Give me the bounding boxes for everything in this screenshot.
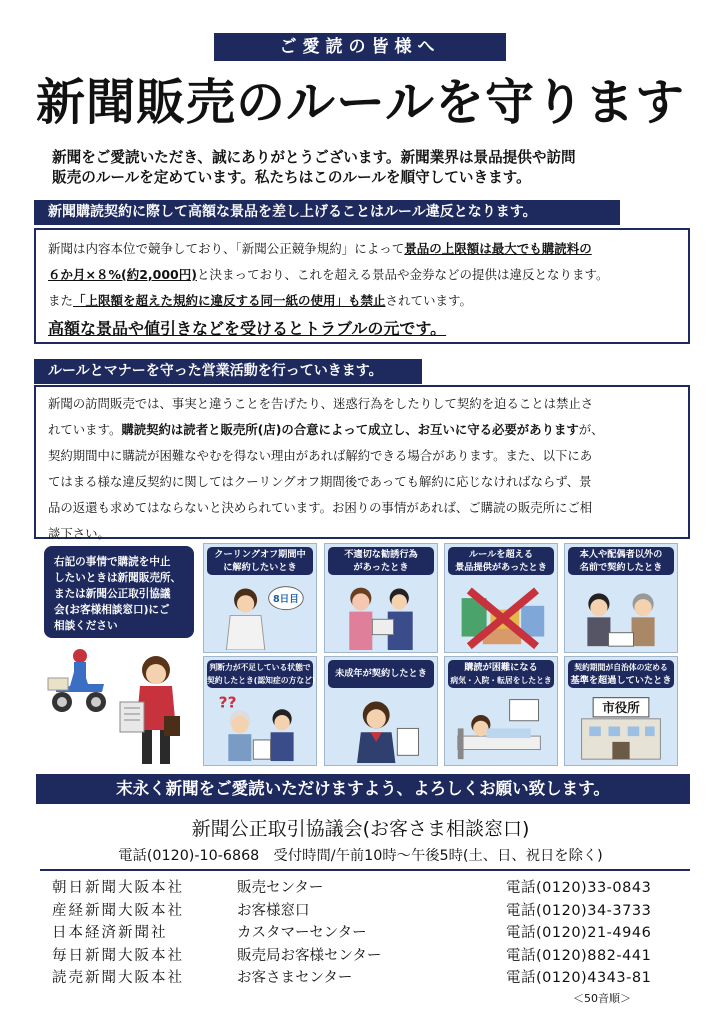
emphasis-span: 景品の上限額は最大でも購読料の (404, 241, 592, 256)
contact-phone: 電話(0120)34-3733 (506, 902, 652, 919)
contact-dept: お客さまセンター (237, 970, 353, 986)
page-title: 新聞販売のルールを守ります (35, 74, 686, 131)
section2-box (34, 385, 690, 539)
minor-student-icon (327, 690, 435, 763)
intro-line: 新聞をご愛読いただき、誠にありがとうございます。新聞業界は景品提供や訪問 (52, 149, 576, 166)
case-label-line: 契約期間が自治体の定める (574, 663, 668, 672)
case-tile-excess-period (564, 656, 678, 766)
case-label-line: 本人や配偶者以外の (579, 549, 663, 560)
text-span: されています。 (385, 293, 473, 308)
section2-heading: ルールとマナーを守った営業活動を行っていきます。 (34, 359, 422, 384)
case-label (448, 660, 554, 688)
contact-row (52, 945, 692, 968)
case-label-line: 不適切な勧誘行為 (344, 549, 418, 560)
consult-note-line: 右記の事情で購読を中止 (54, 556, 171, 568)
hospital-bed-icon (447, 690, 555, 763)
contact-row (52, 967, 692, 990)
case-label-line: ルールを超える (468, 549, 534, 560)
contact-phone: 電話(0120)33-0843 (506, 880, 652, 896)
case-label-line: があったとき (353, 562, 409, 573)
contact-phone: 電話(0120)4343-81 (506, 970, 652, 986)
contact-row (52, 922, 692, 945)
case-label (568, 547, 674, 575)
consult-note-line: 会(お客様相談窓口)にご (54, 604, 170, 616)
case-label-line: 未成年が契約したとき (335, 668, 427, 679)
section2-line: 新聞の訪問販売では、事実と違うことを告げたり、迷惑行為をしたりして契約を迫ることは禁止さ (48, 396, 594, 411)
section1-box (34, 228, 690, 344)
section1-line (48, 288, 678, 314)
case-label-line: 基準を超過していたとき (570, 675, 672, 686)
pushy-salesman-icon (327, 577, 435, 650)
case-tile-minor (324, 656, 438, 766)
contact-dept: 販売局お客様センター (237, 947, 382, 964)
case-tile-improper-solicitation (324, 543, 438, 653)
calendar-8days-icon (206, 577, 314, 650)
emphasis-span: 「上限額を超えた規約に違反する同一紙の使用」も禁止 (73, 293, 386, 308)
bubble-8days: 8日目 (272, 593, 299, 605)
case-label-line: 名前で契約したとき (579, 562, 663, 573)
case-label-line: 景品提供があったとき (455, 562, 547, 573)
confused-elderly-icon (206, 690, 314, 763)
section2-line: 契約期間中に購読が困難なやむを得ない理由があれば解約できる場合があります。また、以下にあ (48, 448, 593, 463)
excess-gifts-icon (447, 577, 555, 650)
contact-company: 朝日新聞大阪本社 (52, 880, 184, 896)
wrong-name-icon (567, 577, 675, 650)
case-label (568, 660, 674, 688)
contact-company: 毎日新聞大阪本社 (52, 947, 184, 964)
text-span: また (48, 293, 74, 308)
city-hall-sign: 市役所 (602, 700, 640, 716)
contact-phone: 電話(0120)882-441 (506, 947, 652, 964)
text-span: 新聞は内容本位で競争しており、「新聞公正競争規約」によって (48, 241, 405, 256)
svg-text:??: ?? (218, 693, 237, 712)
intro-text (52, 148, 692, 188)
section1-heading: 新聞購読契約に際して高額な景品を差し上げることはルール違反となります。 (34, 200, 620, 225)
contact-list (52, 877, 692, 990)
case-label-line: クーリングオフ期間中 (214, 549, 306, 560)
intro-line: 販売のルールを定めています。私たちはこのルールを順守していきます。 (52, 169, 531, 186)
case-label (328, 660, 434, 688)
case-tile-excess-gifts (444, 543, 558, 653)
contact-dept: 販売センター (237, 880, 324, 896)
contact-dept: お客様窓口 (237, 902, 310, 919)
case-tile-wrong-name (564, 543, 678, 653)
emphasis-span: 購読契約は読者と販売所(店)の合意によって成立し、お互いに守る必要があります (121, 422, 579, 437)
contact-company: 日本経済新聞社 (52, 925, 168, 941)
contact-row (52, 877, 692, 900)
case-tile-cooling-off (203, 543, 317, 653)
case-label-line: 判断力が不足している状態で (209, 663, 311, 672)
case-label-line: 病気・入院・転居をしたとき (450, 676, 552, 685)
consult-note-line: または新聞公正取引協議 (54, 588, 171, 600)
divider (40, 869, 690, 871)
order-note: ＜50音順＞ (573, 992, 631, 1005)
case-tile-illness-move (444, 656, 558, 766)
delivery-illustration (44, 642, 194, 770)
text-span: と決まっており、これを超える景品や金券などの提供は違反となります。 (196, 267, 609, 282)
case-label-line: 購読が困難になる (464, 662, 538, 673)
city-hall-icon (567, 690, 675, 763)
section1-line (48, 236, 678, 262)
contact-company: 産経新聞大阪本社 (52, 902, 184, 919)
greeting-banner: ご愛読の皆様へ (214, 33, 506, 61)
case-label (207, 660, 316, 688)
consult-note-line: したいときは新聞販売所、 (54, 572, 182, 584)
council-phone: 電話(0120)-10-6868 受付時間/午前10時～午後5時(土、日、祝日を除く) (118, 848, 603, 864)
section1-line (48, 262, 678, 288)
case-label-line: に解約したいとき (223, 562, 297, 573)
case-label (328, 547, 434, 575)
council-name: 新聞公正取引協議会(お客さま相談窓口) (191, 818, 530, 840)
case-label (448, 547, 554, 575)
section2-line: てはまる様な違反契約に関してはクーリングオフ期間後であっても解約に応じなければならず、景 (48, 474, 592, 489)
emphasis-span: ６か月×８%(約2,000円) (48, 267, 197, 282)
section2-line: れています。購読契約は読者と販売所(店)の合意によって成立し、お互いに守る必要がありますが、 (48, 422, 604, 437)
case-label (207, 547, 313, 575)
consult-note (44, 546, 194, 638)
contact-dept: カスタマーセンター (237, 925, 367, 941)
contact-row (52, 900, 692, 923)
consult-note-line: 相談ください (54, 620, 118, 632)
contact-phone: 電話(0120)21-4946 (506, 925, 652, 941)
closing-banner: 末永く新聞をご愛読いただけますよう、よろしくお願い致します。 (36, 774, 690, 804)
section2-line: 品の返還も求めてはならないと決められています。お困りの事情があれば、ご購読の販売所にご相 (48, 500, 593, 515)
case-label-line: 契約したとき(認知症の方など) (207, 676, 316, 685)
section1-warning: 高額な景品や値引きなどを受けるとトラブルの元です。 (48, 319, 447, 338)
delivery-people-icon (44, 642, 194, 770)
case-tile-impaired-judgment (203, 656, 317, 766)
contact-company: 読売新聞大阪本社 (52, 970, 184, 986)
section2-line: 談下さい。 (48, 526, 110, 541)
